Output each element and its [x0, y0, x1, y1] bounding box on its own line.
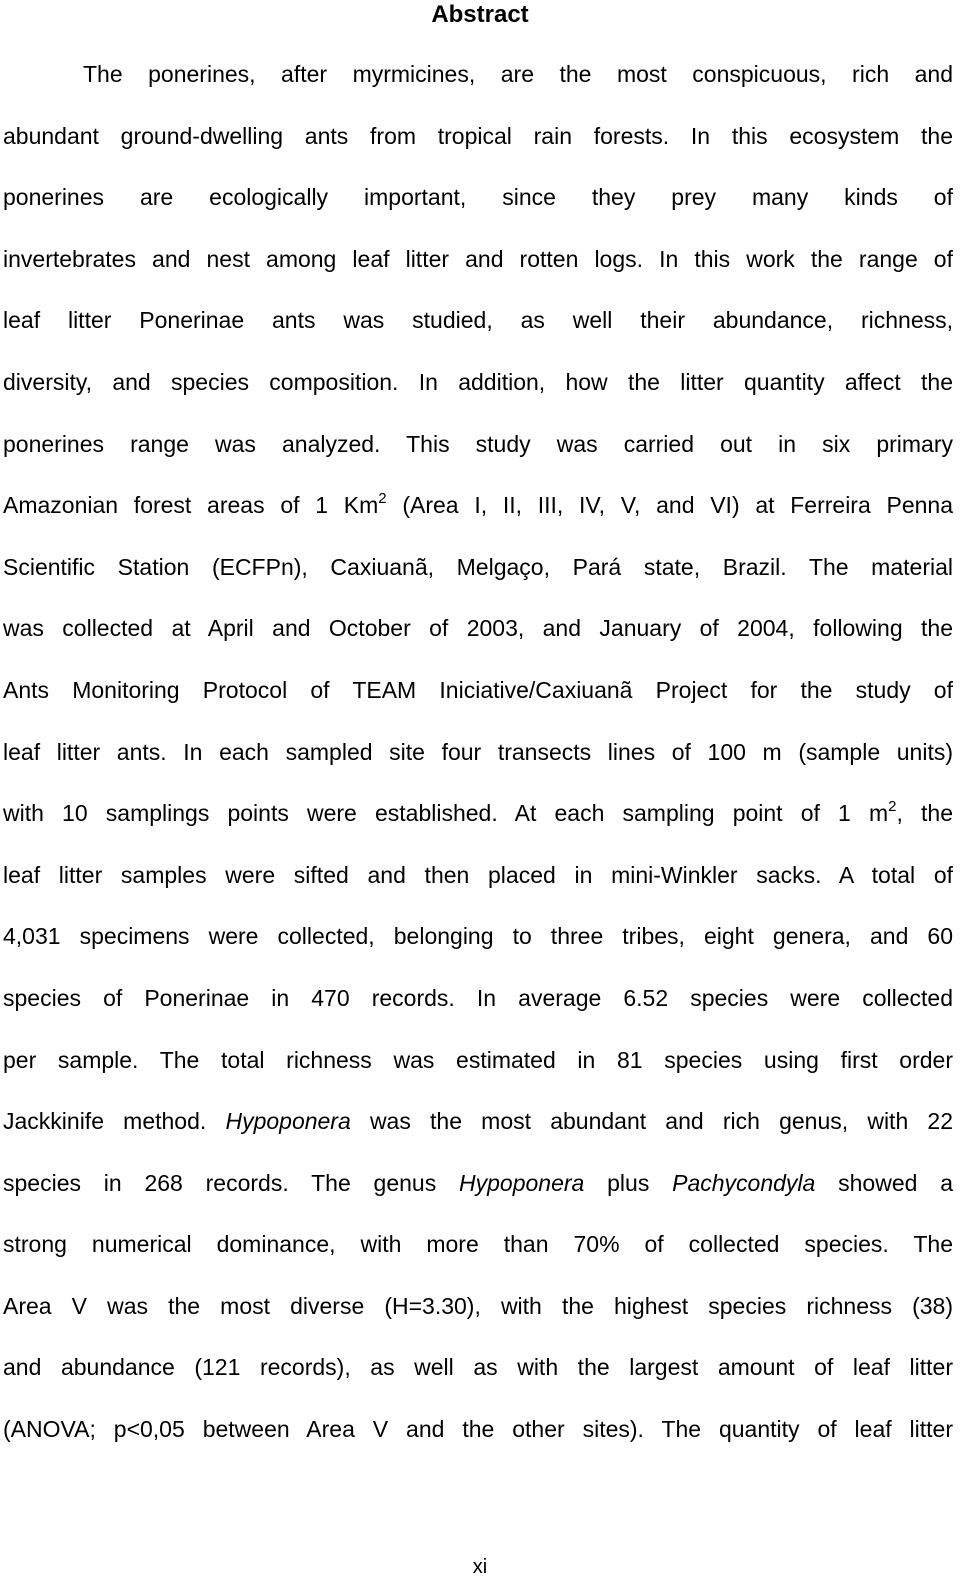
text-line	[3, 537, 953, 599]
text-line	[3, 1153, 953, 1215]
text-segment: species of Ponerinae in 470 records. In average 6.52 species were collected	[3, 984, 953, 1011]
text-segment: leaf litter samples were sifted and then placed in mini-Winkler sacks. A total of	[3, 861, 953, 888]
text-line	[3, 106, 953, 168]
text-segment: (ANOVA; p<0,05 between Area V and the other sites). The quantity of leaf litter	[3, 1416, 953, 1443]
text-line	[3, 167, 953, 229]
page-number: xi	[472, 1556, 488, 1578]
text-segment: Scientific Station (ECFPn), Caxiuanã, Melgaço, Pará state, Brazil. The material	[3, 553, 953, 580]
text-segment: The ponerines, after myrmicines, are the most conspicuous, rich and	[83, 61, 953, 87]
text-segment: and abundance (121 records), as well as with the largest amount of leaf litter	[3, 1354, 953, 1381]
text-line	[3, 352, 953, 414]
superscript: 2	[378, 490, 387, 508]
text-segment: (Area I, II, III, IV, V, and VI) at Ferreira Penna	[386, 492, 953, 519]
text-line	[3, 229, 953, 291]
text-line	[3, 1030, 953, 1092]
text-segment: leaf litter ants. In each sampled site four transects lines of 100 m (sample units)	[3, 738, 953, 765]
text-line	[3, 906, 953, 968]
text-line	[3, 722, 953, 784]
text-segment: invertebrates and nest among leaf litter and rotten logs. In this work the range of	[3, 245, 953, 272]
text-segment: 4,031 specimens were collected, belonging to three tribes, eight genera, and 60	[3, 923, 953, 950]
text-line	[3, 1091, 953, 1153]
text-segment: per sample. The total richness was estimated in 81 species using first order	[3, 1046, 953, 1073]
text-segment: species in 268 records. The genus	[3, 1169, 460, 1196]
text-line	[3, 845, 953, 907]
text-line	[3, 660, 953, 722]
text-line	[3, 290, 953, 352]
text-line	[3, 1214, 953, 1276]
text-segment: Ants Monitoring Protocol of TEAM Iniciative/Caxiuanã Project for the study of	[3, 676, 953, 703]
text-segment: Area V was the most diverse (H=3.30), with the highest species richness (38)	[3, 1292, 953, 1319]
text-segment: leaf litter Ponerinae ants was studied, as well their abundance, richness,	[3, 307, 953, 334]
abstract-body	[3, 44, 953, 1461]
italic-taxon: Hypoponera	[459, 1169, 585, 1196]
text-segment: with 10 samplings points were established. At each sampling point of 1 m	[3, 800, 889, 827]
text-segment: was the most abundant and rich genus, with 22	[350, 1108, 953, 1135]
text-segment: abundant ground-dwelling ants from tropical rain forests. In this ecosystem the	[3, 122, 953, 149]
text-segment: Jackkinife method.	[3, 1108, 226, 1135]
abstract-heading: Abstract	[431, 1, 529, 28]
superscript: 2	[888, 798, 897, 816]
text-segment: strong numerical dominance, with more than 70% of collected species. The	[3, 1231, 953, 1258]
text-line	[3, 414, 953, 476]
text-segment: plus	[584, 1169, 673, 1196]
text-line	[3, 1399, 953, 1461]
text-line	[3, 475, 953, 537]
text-segment: ponerines range was analyzed. This study was carried out in six primary	[3, 430, 953, 457]
text-segment: ponerines are ecologically important, since they prey many kinds of	[3, 184, 953, 211]
text-segment: , the	[896, 800, 953, 827]
text-line	[3, 968, 953, 1030]
text-segment: showed a	[815, 1169, 953, 1196]
text-segment: Amazonian forest areas of 1 Km	[3, 492, 379, 519]
text-line	[3, 598, 953, 660]
text-line	[3, 44, 953, 106]
text-line	[3, 1337, 953, 1399]
text-line	[3, 783, 953, 845]
text-line	[3, 1276, 953, 1338]
text-segment: was collected at April and October of 2003, and January of 2004, following the	[3, 615, 953, 642]
text-segment: diversity, and species composition. In addition, how the litter quantity affect the	[3, 368, 953, 395]
italic-taxon: Pachycondyla	[672, 1169, 816, 1196]
italic-taxon: Hypoponera	[225, 1108, 351, 1135]
